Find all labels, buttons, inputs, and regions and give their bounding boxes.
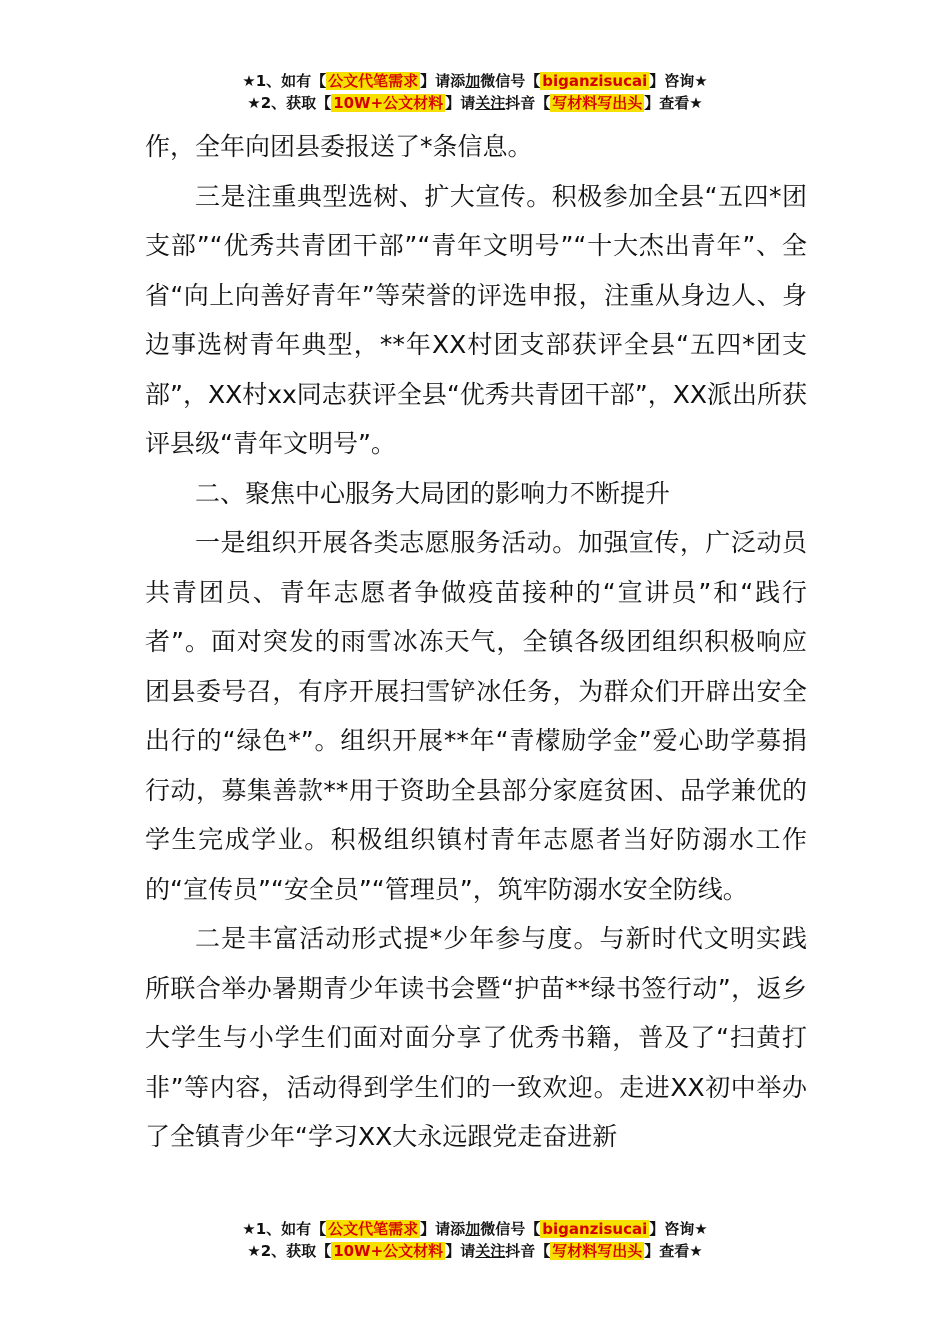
banner-text: 抖音【: [505, 94, 551, 112]
banner-text: ★1、如有【: [242, 1220, 327, 1238]
banner-text: 微信号【: [480, 1220, 541, 1238]
banner-text: ★1、如有【: [242, 72, 327, 90]
banner-text: 】咨询★: [649, 1220, 708, 1238]
banner-underline: 关注: [475, 1242, 506, 1260]
paragraph-activity-forms: 二是丰富活动形式提*少年参与度。与新时代文明实践所联合举办暑期青少年读书会暨“护苗**绿书签行动”，返乡大学生与小学生们面对面分享了优秀书籍，普及了“扫黄打非”等内容，活动得到学生们的一致欢迎。走进XX初中举办了全镇青少年“学习XX大永远跟党走奋进新: [145, 924, 807, 1151]
paragraph-typical-selection: 三是注重典型选树、扩大宣传。积极参加全县“五四*团支部”“优秀共青团干部”“青年文明号”“十大杰出青年”、全省“向上向善好青年”等荣誉的评选申报，注重从身边人、身边事选树青年典型，**年XX村团支部获评全县“五四*团支部”，XX村xx同志获评全县“优秀共青团干部”，XX派出所获评县级“青年文明号”。: [145, 181, 807, 458]
banner-highlight: biganzisucai: [542, 1220, 648, 1238]
banner-highlight: 写材料写出头: [552, 1242, 643, 1260]
banner-underline: 关注: [475, 94, 506, 112]
banner-text: ★2、获取【: [247, 94, 332, 112]
banner-highlight: 公文代笔需求: [328, 72, 419, 90]
banner-underline: 加: [465, 72, 481, 90]
banner-text: 微信号【: [480, 72, 541, 90]
banner-text: 抖音【: [505, 1242, 551, 1260]
banner-text: 】请添: [420, 1220, 466, 1238]
footer-banner: [0, 1218, 950, 1262]
banner-line-2: [0, 1240, 950, 1262]
section-heading: 二、聚焦中心服务大局团的影响力不断提升: [195, 478, 671, 508]
paragraph-continuation: 作，全年向团县委报送了*条信息。: [145, 132, 533, 161]
banner-line-2: [0, 92, 950, 114]
banner-text: 】查看★: [644, 1242, 703, 1260]
banner-highlight: biganzisucai: [542, 72, 648, 90]
banner-text: ★2、获取【: [247, 1242, 332, 1260]
banner-line-1: [0, 70, 950, 92]
banner-underline: 加: [465, 1220, 481, 1238]
banner-text: 】查看★: [644, 94, 703, 112]
banner-text: 】请: [445, 94, 476, 112]
paragraph-volunteer-service: 一是组织开展各类志愿服务活动。加强宣传，广泛动员共青团员、青年志愿者争做疫苗接种的“宣讲员”和“践行者”。面对突发的雨雪冰冻天气，全镇各级团组织积极响应团县委号召，有序开展扫雪铲冰任务，为群众们开辟出安全出行的“绿色*”。组织开展**年“青檬励学金”爱心助学募捐行动，募集善款**用于资助全县部分家庭贫困、品学兼优的学生完成学业。积极组织镇村青年志愿者当好防溺水工作的“宣传员”“安全员”“管理员”，筑牢防溺水安全防线。: [145, 528, 807, 904]
banner-highlight: 写材料写出头: [552, 94, 643, 112]
header-banner: [0, 70, 950, 114]
document-body: [145, 122, 807, 1162]
banner-highlight: 10W+公文材料: [333, 1242, 444, 1260]
banner-line-1: [0, 1218, 950, 1240]
banner-highlight: 10W+公文材料: [333, 94, 444, 112]
banner-text: 】请: [445, 1242, 476, 1260]
banner-text: 】请添: [420, 72, 466, 90]
banner-text: 】咨询★: [649, 72, 708, 90]
banner-highlight: 公文代笔需求: [328, 1220, 419, 1238]
